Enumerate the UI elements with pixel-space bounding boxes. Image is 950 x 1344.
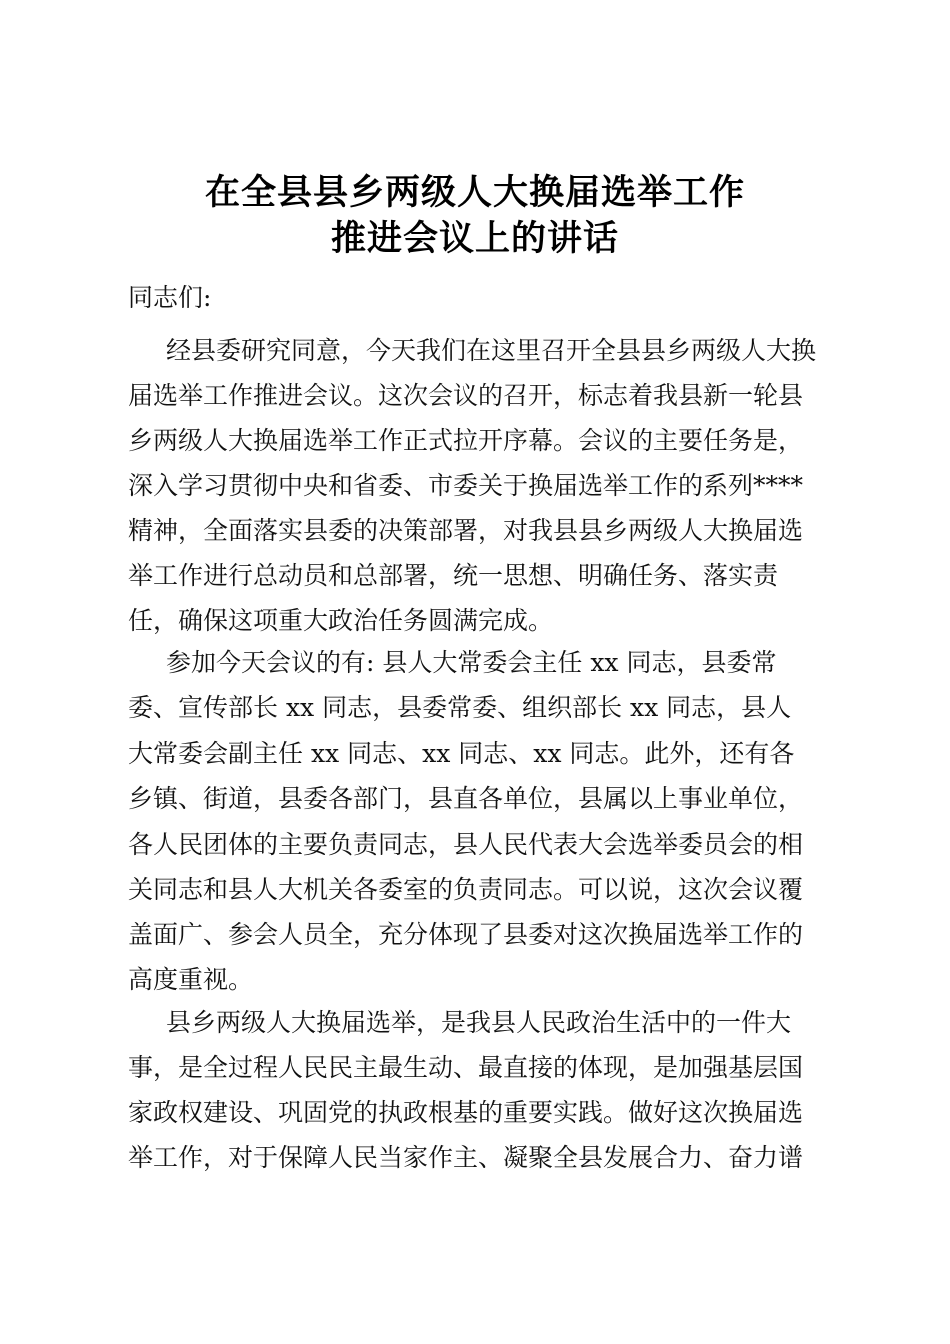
paragraph-line: 精神，全面落实县委的决策部署，对我县县乡两级人大换届选 (128, 516, 804, 545)
paragraph-line: 各人民团体的主要负责同志，县人民代表大会选举委员会的相 (128, 830, 804, 859)
paragraph-line: 参加今天会议的有: 县人大常委会主任 xx 同志，县委常 (166, 648, 777, 677)
salutation: 同志们: (128, 283, 212, 312)
paragraph-line: 任，确保这项重大政治任务圆满完成。 (128, 606, 554, 635)
paragraph-line: 盖面广、参会人员全，充分体现了县委对这次换届选举工作的 (128, 920, 804, 949)
paragraph-line: 乡镇、街道，县委各部门，县直各单位，县属以上事业单位， (128, 784, 804, 813)
paragraph-line: 深入学习贯彻中央和省委、市委关于换届选举工作的系列**** (128, 471, 804, 500)
paragraph-line: 事，是全过程人民民主最生动、最直接的体现，是加强基层国 (128, 1053, 804, 1082)
paragraph-line: 委、宣传部长 xx 同志，县委常委、组织部长 xx 同志，县人 (128, 693, 792, 722)
paragraph-line: 家政权建设、巩固党的执政根基的重要实践。做好这次换届选 (128, 1098, 804, 1127)
paragraph-line: 经县委研究同意，今天我们在这里召开全县县乡两级人大换 (166, 336, 817, 365)
paragraph-line: 举工作进行总动员和总部署，统一思想、明确任务、落实责 (128, 561, 779, 590)
paragraph-line: 关同志和县人大机关各委室的负责同志。可以说，这次会议覆 (128, 875, 804, 904)
document-title-line-1: 在全县县乡两级人大换届选举工作 (204, 173, 745, 213)
paragraph-line: 举工作，对于保障人民当家作主、凝聚全县发展合力、奋力谱 (128, 1143, 804, 1172)
document-title-line-2: 推进会议上的讲话 (330, 219, 619, 259)
paragraph-line: 届选举工作推进会议。这次会议的召开，标志着我县新一轮县 (128, 381, 804, 410)
paragraph-line: 乡两级人大换届选举工作正式拉开序幕。会议的主要任务是， (128, 426, 804, 455)
paragraph-line: 县乡两级人大换届选举，是我县人民政治生活中的一件大 (166, 1008, 792, 1037)
paragraph-line: 大常委会副主任 xx 同志、xx 同志、xx 同志。此外，还有各 (128, 739, 795, 768)
paragraph-line: 高度重视。 (128, 965, 254, 994)
